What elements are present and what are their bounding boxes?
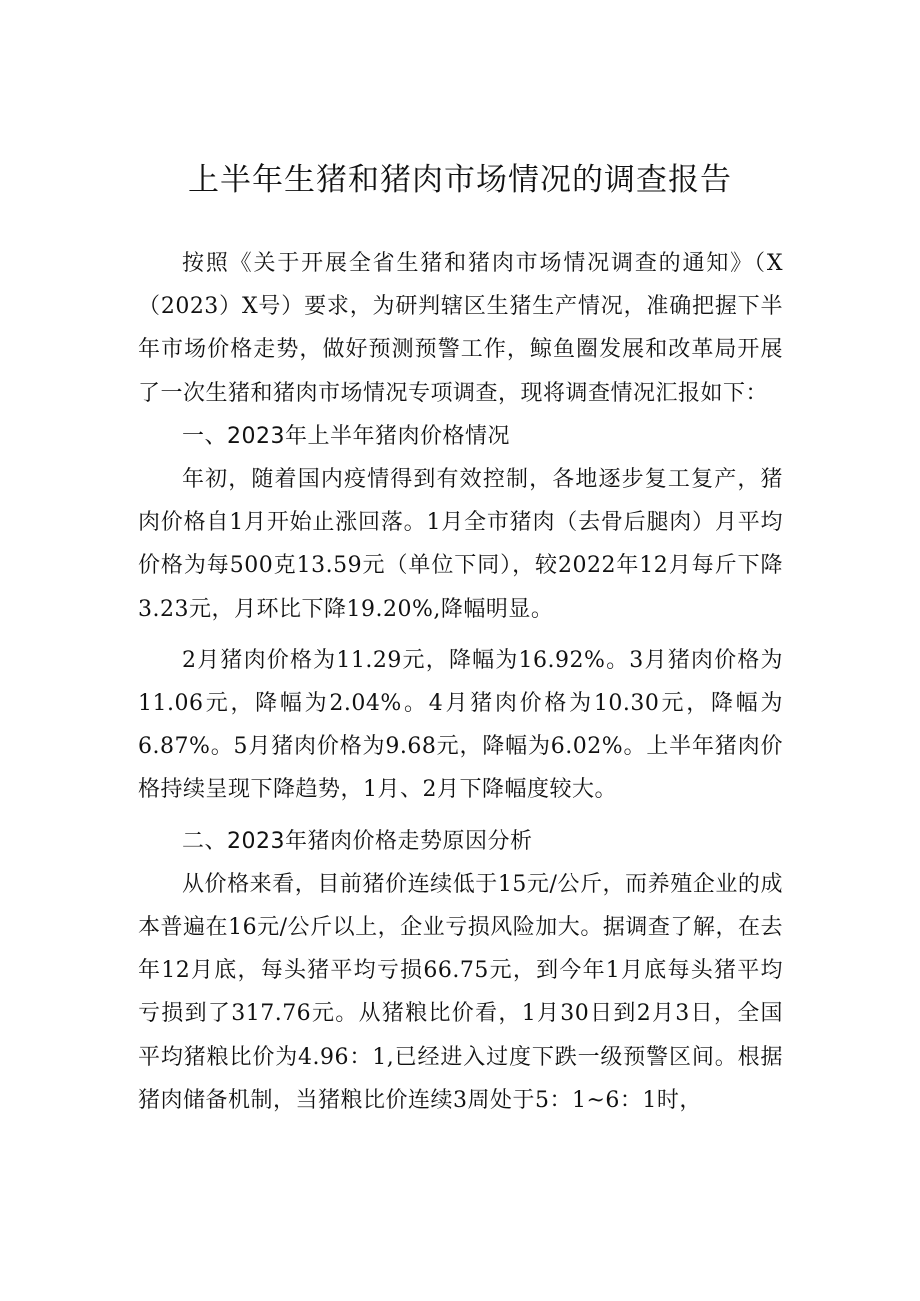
intro-paragraph: 按照《关于开展全省生猪和猪肉市场情况调查的通知》（X（2023）X号）要求，为研判辖区生猪生产情况，准确把握下半年市场价格走势，做好预测预警工作，鲸鱼圈发展和改革局开展了一次生猪和猪肉市场情况专项调查，现将调查情况汇报如下： [138, 251, 783, 406]
document-title: 上半年生猪和猪肉市场情况的调查报告 [188, 162, 732, 198]
document-body [138, 242, 783, 1122]
section-2-paragraph-1: 从价格来看，目前猪价连续低于15元/公斤，而养殖企业的成本普遍在16元/公斤以上，企业亏损风险加大。据调查了解，在去年12月底，每头猪平均亏损66.75元，到今年1月底每头猪平均亏损到了317.76元。从猪粮比价看，1月30日到2月3日，全国平均猪粮比价为4.96：1,已经进入过度下跌一级预警区间。根据猪肉储备机制，当猪粮比价连续3周处于5：1~6：1时， [138, 871, 783, 1113]
section-2-heading: 二、2023年猪肉价格走势原因分析 [182, 828, 533, 854]
section-1-paragraph-1: 年初，随着国内疫情得到有效控制，各地逐步复工复产，猪肉价格自1月开始止涨回落。1月全市猪肉（去骨后腿肉）月平均价格为每500克13.59元（单位下同），较2022年12月每斤下降3.23元，月环比下降19.20%,降幅明显。 [138, 467, 783, 622]
section-1-heading: 一、2023年上半年猪肉价格情况 [182, 423, 510, 449]
section-1-paragraph-2: 2月猪肉价格为11.29元，降幅为16.92%。3月猪肉价格为11.06元，降幅为2.04%。4月猪肉价格为10.30元，降幅为6.87%。5月猪肉价格为9.68元，降幅为6.02%。上半年猪肉价格持续呈现下降趋势，1月、2月下降幅度较大。 [138, 647, 783, 803]
